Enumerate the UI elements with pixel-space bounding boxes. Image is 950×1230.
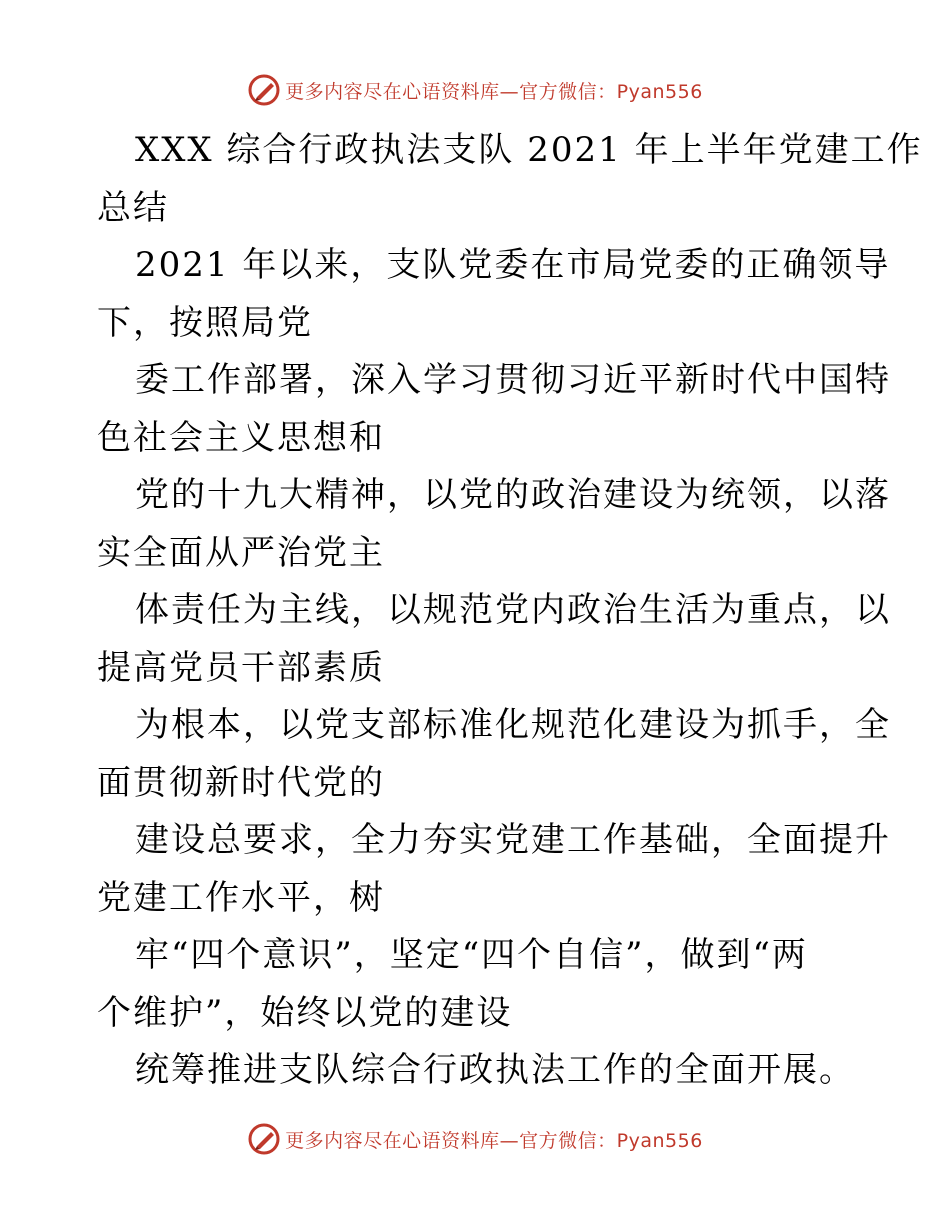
paragraph-line: 委工作部署，深入学习贯彻习近平新时代中国特 [135, 360, 891, 400]
banner-text: 更多内容尽在心语资料库—官方微信：Pyan556 [285, 1129, 703, 1152]
paragraph-line: 牢“四个意识”，坚定“四个自信”，做到“两 [135, 935, 808, 975]
paragraph-line: 2021 年以来，支队党委在市局党委的正确领导 [135, 245, 891, 285]
paragraph-line: 提高党员干部素质 [97, 647, 385, 688]
title-line-2: 总结 [97, 187, 169, 228]
paragraph-line: 个维护”，始终以党的建设 [97, 992, 513, 1033]
paragraph-line: 党建工作水平，树 [97, 877, 385, 918]
header-watermark-banner [0, 70, 950, 110]
document-body [97, 122, 923, 1100]
title-line-1: XXX 综合行政执法支队 2021 年上半年党建工作 [135, 130, 923, 170]
footer-watermark-banner [0, 1119, 950, 1159]
paragraph-line: 党的十九大精神，以党的政治建设为统领，以落 [135, 475, 891, 515]
paragraph-line: 为根本，以党支部标准化规范化建设为抓手，全 [135, 705, 891, 745]
paragraph-line: 体责任为主线，以规范党内政治生活为重点，以 [135, 590, 891, 630]
banner-text: 更多内容尽在心语资料库—官方微信：Pyan556 [285, 80, 703, 103]
pen-logo-icon [247, 1122, 281, 1156]
paragraph-line: 下，按照局党 [97, 302, 313, 343]
pen-logo-icon [247, 73, 281, 107]
paragraph-line: 建设总要求，全力夯实党建工作基础，全面提升 [135, 820, 891, 860]
paragraph-line: 统筹推进支队综合行政执法工作的全面开展。 [135, 1050, 855, 1090]
paragraph-line: 面贯彻新时代党的 [97, 762, 385, 803]
paragraph-line: 实全面从严治党主 [97, 532, 385, 573]
paragraph-line: 色社会主义思想和 [97, 417, 385, 458]
